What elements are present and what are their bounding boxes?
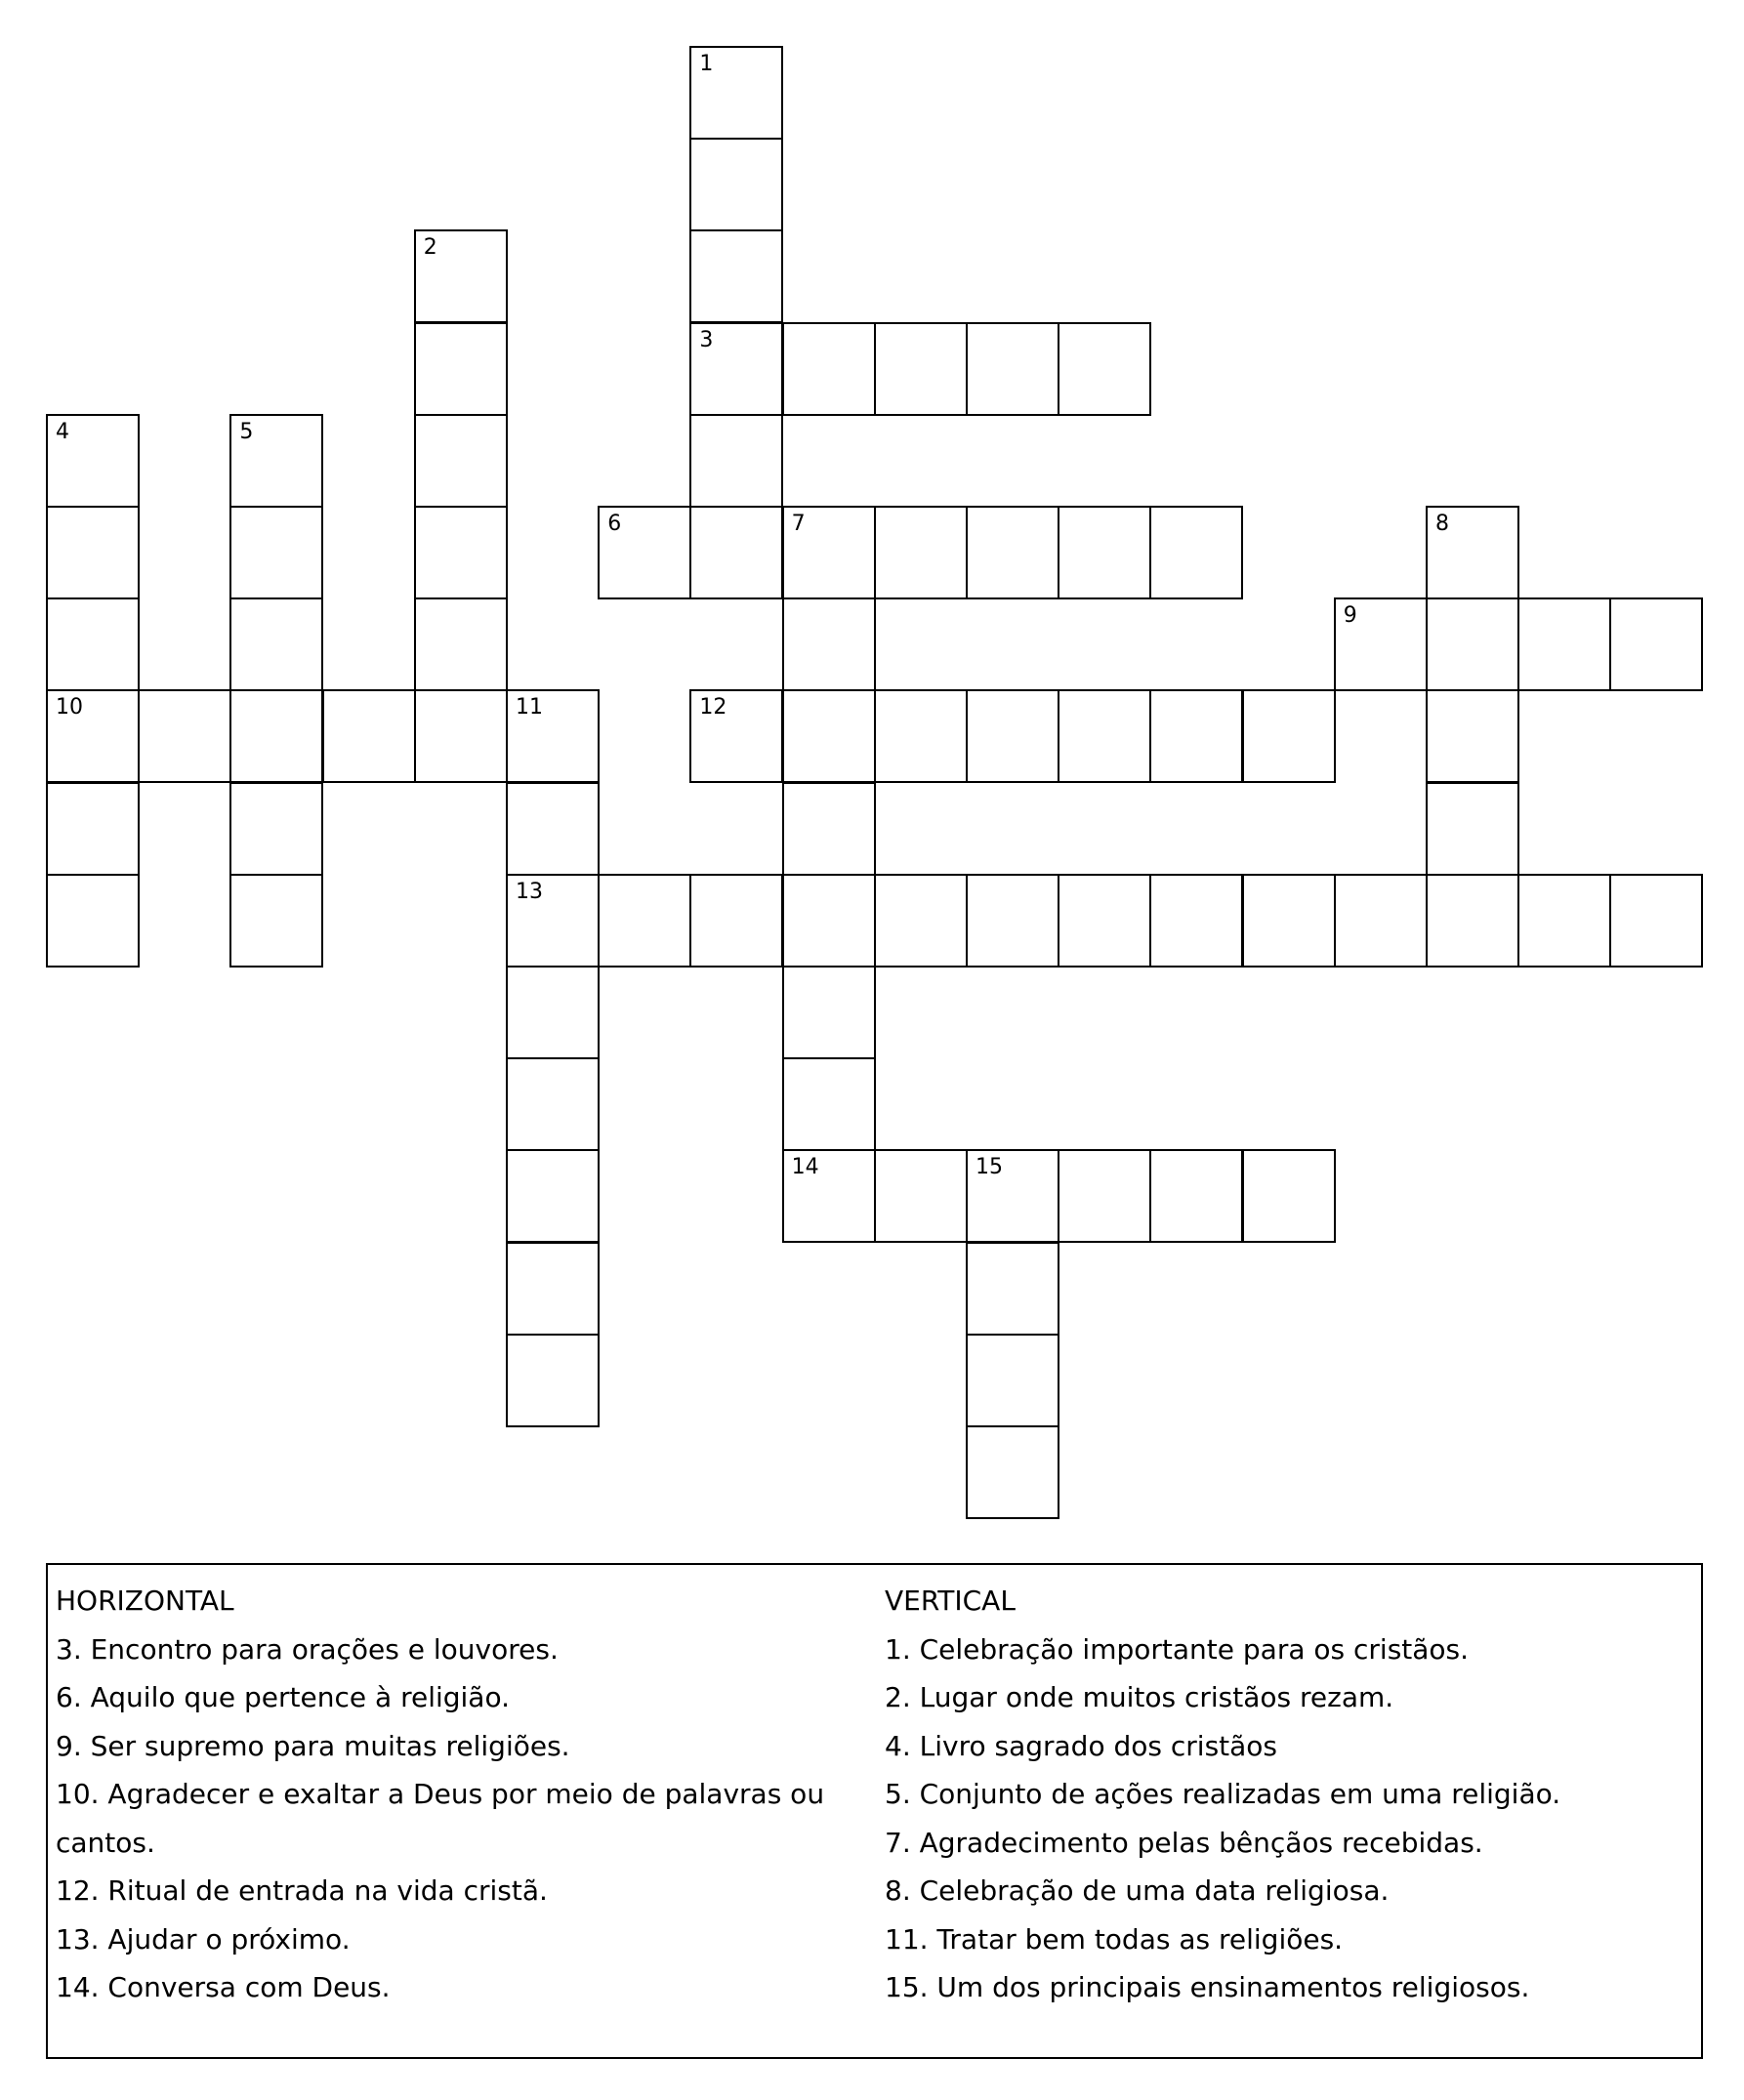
crossword-cell[interactable] xyxy=(966,322,1059,416)
crossword-cell[interactable] xyxy=(46,874,140,968)
crossword-cell-13[interactable] xyxy=(506,874,600,968)
horizontal-clue: 3. Encontro para orações e louvores. xyxy=(56,1632,559,1666)
crossword-cell[interactable] xyxy=(414,322,508,416)
clue-number: 13 xyxy=(516,879,543,904)
crossword-cell[interactable] xyxy=(138,689,231,783)
crossword-cell[interactable] xyxy=(689,414,783,508)
crossword-cell[interactable] xyxy=(966,1425,1059,1519)
crossword-cell[interactable] xyxy=(782,322,876,416)
crossword-cell[interactable] xyxy=(506,966,600,1059)
crossword-cell-8[interactable] xyxy=(1426,506,1519,599)
crossword-cell-7[interactable] xyxy=(782,506,876,599)
crossword-cell[interactable] xyxy=(874,322,968,416)
crossword-cell[interactable] xyxy=(782,597,876,691)
vertical-clues xyxy=(885,1577,1695,2012)
crossword-cell[interactable] xyxy=(229,506,323,599)
crossword-cell[interactable] xyxy=(874,1149,968,1243)
clue-number: 4 xyxy=(56,419,69,444)
crossword-cell[interactable] xyxy=(1058,506,1151,599)
crossword-cell[interactable] xyxy=(1058,874,1151,968)
crossword-cell[interactable] xyxy=(966,874,1059,968)
crossword-cell[interactable] xyxy=(229,689,323,783)
vertical-clue: 7. Agradecimento pelas bênçãos recebidas. xyxy=(885,1826,1483,1859)
horizontal-clues xyxy=(56,1577,866,2012)
vertical-heading: VERTICAL xyxy=(885,1585,1016,1617)
crossword-cell[interactable] xyxy=(46,597,140,691)
crossword-cell[interactable] xyxy=(1149,506,1243,599)
crossword-cell[interactable] xyxy=(1426,597,1519,691)
clue-number: 3 xyxy=(699,327,714,352)
crossword-cell[interactable] xyxy=(1058,689,1151,783)
crossword-cell[interactable] xyxy=(966,1334,1059,1427)
horizontal-clue: cantos. xyxy=(56,1826,155,1859)
vertical-clue: 4. Livro sagrado dos cristãos xyxy=(885,1729,1278,1762)
horizontal-clue: 13. Ajudar o próximo. xyxy=(56,1922,351,1956)
vertical-clue: 5. Conjunto de ações realizadas em uma religião. xyxy=(885,1778,1561,1810)
vertical-clue: 2. Lugar onde muitos cristãos rezam. xyxy=(885,1681,1394,1713)
clues-box xyxy=(46,1563,1703,2059)
horizontal-clue: 9. Ser supremo para muitas religiões. xyxy=(56,1729,570,1762)
crossword-cell[interactable] xyxy=(966,506,1059,599)
crossword-cell-2[interactable] xyxy=(414,229,508,323)
crossword-cell-14[interactable] xyxy=(782,1149,876,1243)
crossword-cell[interactable] xyxy=(1334,874,1428,968)
clue-number: 10 xyxy=(56,695,83,721)
crossword-cell[interactable] xyxy=(1426,689,1519,783)
vertical-clue: 1. Celebração importante para os cristãos. xyxy=(885,1632,1470,1666)
horizontal-clue: 10. Agradecer e exaltar a Deus por meio de palavras ou xyxy=(56,1778,825,1810)
crossword-cell[interactable] xyxy=(1242,689,1336,783)
crossword-cell-5[interactable] xyxy=(229,414,323,508)
crossword-cell[interactable] xyxy=(966,689,1059,783)
crossword-cell[interactable] xyxy=(414,597,508,691)
crossword-cell[interactable] xyxy=(689,138,783,231)
crossword-cell[interactable] xyxy=(598,874,691,968)
crossword-cell[interactable] xyxy=(506,1149,600,1243)
crossword-cell[interactable] xyxy=(1517,874,1611,968)
crossword-cell[interactable] xyxy=(1058,1149,1151,1243)
clue-number: 9 xyxy=(1343,603,1357,629)
crossword-cell-10[interactable] xyxy=(46,689,140,783)
clue-number: 11 xyxy=(516,695,543,721)
crossword-cell[interactable] xyxy=(874,874,968,968)
crossword-cell-6[interactable] xyxy=(598,506,691,599)
crossword-cell[interactable] xyxy=(689,874,783,968)
crossword-cell[interactable] xyxy=(506,1057,600,1151)
crossword-cell[interactable] xyxy=(874,689,968,783)
horizontal-clue: 6. Aquilo que pertence à religião. xyxy=(56,1681,511,1713)
clue-number: 15 xyxy=(976,1155,1003,1180)
crossword-cell[interactable] xyxy=(689,506,783,599)
crossword-cell-11[interactable] xyxy=(506,689,600,783)
crossword-cell[interactable] xyxy=(506,1242,600,1336)
crossword-cell[interactable] xyxy=(1242,1149,1336,1243)
crossword-cell[interactable] xyxy=(1149,874,1243,968)
clue-number: 6 xyxy=(607,512,622,536)
crossword-cell-9[interactable] xyxy=(1334,597,1428,691)
crossword-cell[interactable] xyxy=(782,874,876,968)
crossword-cell[interactable] xyxy=(782,782,876,876)
clue-number: 2 xyxy=(423,235,437,261)
crossword-cell-1[interactable] xyxy=(689,46,783,140)
crossword-cell[interactable] xyxy=(1609,597,1703,691)
crossword-cell[interactable] xyxy=(966,1242,1059,1336)
crossword-cell[interactable] xyxy=(689,229,783,323)
crossword-cell[interactable] xyxy=(1517,597,1611,691)
clue-number: 8 xyxy=(1435,512,1449,536)
crossword-cell-4[interactable] xyxy=(46,414,140,508)
crossword-cell[interactable] xyxy=(414,506,508,599)
crossword-cell[interactable] xyxy=(414,414,508,508)
crossword-cell-3[interactable] xyxy=(689,322,783,416)
crossword-cell[interactable] xyxy=(1426,782,1519,876)
crossword-cell-12[interactable] xyxy=(689,689,783,783)
crossword-cell[interactable] xyxy=(414,689,508,783)
crossword-cell[interactable] xyxy=(46,506,140,599)
clue-number: 7 xyxy=(791,512,806,536)
horizontal-clue: 14. Conversa com Deus. xyxy=(56,1971,391,2003)
clue-number: 5 xyxy=(239,419,254,444)
crossword-cell[interactable] xyxy=(46,782,140,876)
crossword-cell[interactable] xyxy=(506,782,600,876)
clue-number: 12 xyxy=(699,695,727,721)
crossword-cell[interactable] xyxy=(322,689,416,783)
horizontal-heading: HORIZONTAL xyxy=(56,1585,234,1617)
clue-number: 14 xyxy=(791,1155,819,1180)
vertical-clue: 15. Um dos principais ensinamentos religiosos. xyxy=(885,1971,1530,2003)
crossword-cell[interactable] xyxy=(229,874,323,968)
crossword-cell[interactable] xyxy=(1426,874,1519,968)
crossword-cell[interactable] xyxy=(1242,874,1336,968)
crossword-cell[interactable] xyxy=(782,689,876,783)
crossword-cell[interactable] xyxy=(782,1057,876,1151)
vertical-clue: 11. Tratar bem todas as religiões. xyxy=(885,1922,1344,1956)
vertical-clue: 8. Celebração de uma data religiosa. xyxy=(885,1874,1390,1907)
crossword-cell[interactable] xyxy=(229,782,323,876)
horizontal-clue: 12. Ritual de entrada na vida cristã. xyxy=(56,1874,548,1907)
crossword-cell[interactable] xyxy=(874,506,968,599)
crossword-cell[interactable] xyxy=(782,966,876,1059)
crossword-cell-15[interactable] xyxy=(966,1149,1059,1243)
crossword-cell[interactable] xyxy=(1149,1149,1243,1243)
crossword-cell[interactable] xyxy=(506,1334,600,1427)
crossword-cell[interactable] xyxy=(1149,689,1243,783)
crossword-cell[interactable] xyxy=(229,597,323,691)
crossword-cell[interactable] xyxy=(1609,874,1703,968)
crossword-cell[interactable] xyxy=(1058,322,1151,416)
clue-number: 1 xyxy=(699,52,714,76)
